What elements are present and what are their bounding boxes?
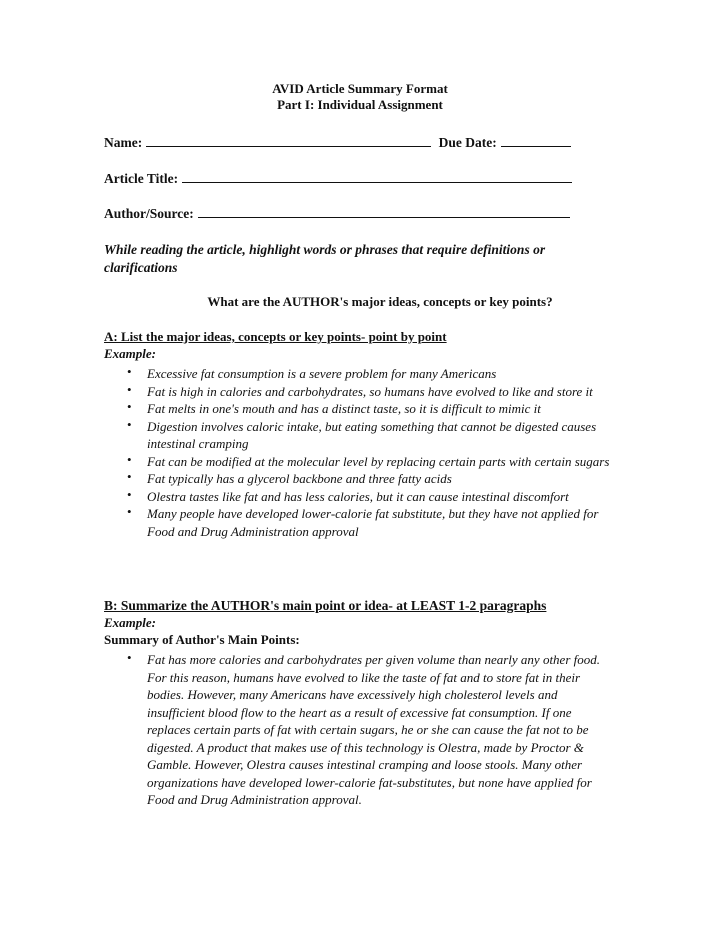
list-item: • Fat melts in one's mouth and has a distinct taste, so it is difficult to mimic it (127, 400, 612, 418)
list-item: • Fat is high in calories and carbohydrates, so humans have evolved to like and store it (127, 383, 612, 401)
article-title-label: Article Title: (104, 171, 179, 186)
due-date-label: Due Date: (438, 135, 497, 150)
section-a-bullet-list (127, 365, 612, 540)
author-source-field (104, 205, 570, 222)
summary-list (127, 651, 617, 809)
summary-label: Summary of Author's Main Points: (104, 632, 300, 647)
article-title-blank[interactable] (182, 170, 572, 183)
document-title: AVID Article Summary Format (272, 81, 448, 96)
section-b-example-label: Example: (104, 615, 156, 630)
document-subtitle: Part I: Individual Assignment (277, 97, 443, 112)
list-item: • Many people have developed lower-calorie fat substitute, but they have not applied for Food and Drug Administration approval (127, 505, 612, 540)
section-a-example-label: Example: (104, 346, 156, 361)
article-title-field (104, 170, 572, 187)
due-date-blank[interactable] (501, 134, 571, 147)
name-blank[interactable] (146, 134, 431, 147)
list-item: • Olestra tastes like fat and has less calories, but it can cause intestinal discomfort (127, 488, 612, 506)
list-item: • Digestion involves caloric intake, but eating something that cannot be digested causes intestinal cramping (127, 418, 612, 453)
name-label: Name: (104, 135, 143, 150)
instruction-text: While reading the article, highlight words or phrases that require definitions or clarifications (104, 242, 546, 275)
list-item: • Fat can be modified at the molecular level by replacing certain parts with certain sugars (127, 453, 612, 471)
name-field (104, 134, 571, 151)
author-source-blank[interactable] (198, 205, 570, 218)
question-heading: What are the AUTHOR's major ideas, concepts or key points? (207, 294, 553, 309)
section-a-heading: A: List the major ideas, concepts or key points- point by point (104, 329, 447, 344)
list-item: • Excessive fat consumption is a severe problem for many Americans (127, 365, 612, 383)
author-source-label: Author/Source: (104, 206, 194, 221)
section-b-heading: B: Summarize the AUTHOR's main point or idea- at LEAST 1-2 paragraphs (104, 598, 547, 613)
summary-paragraph: • Fat has more calories and carbohydrates per given volume than nearly any other food. For this reason, humans have evolved to like the taste of fat and to store fat in their bodies. However, many Americans have excessively high cholesterol levels and insufficient blood flow to the heart as a result of excessive fat consumption. If one replaces certain parts of fat with certain sugars, he or she can cause the fat not to be digested. A product that makes use of this technology is Olestra, made by Proctor & Gamble. However, Olestra causes intestinal cramping and loose stools. Many other organizations have developed lower-calorie fat-substitutes, but none have applied for Food and Drug Administration approval. (127, 651, 617, 809)
list-item: • Fat typically has a glycerol backbone and three fatty acids (127, 470, 612, 488)
